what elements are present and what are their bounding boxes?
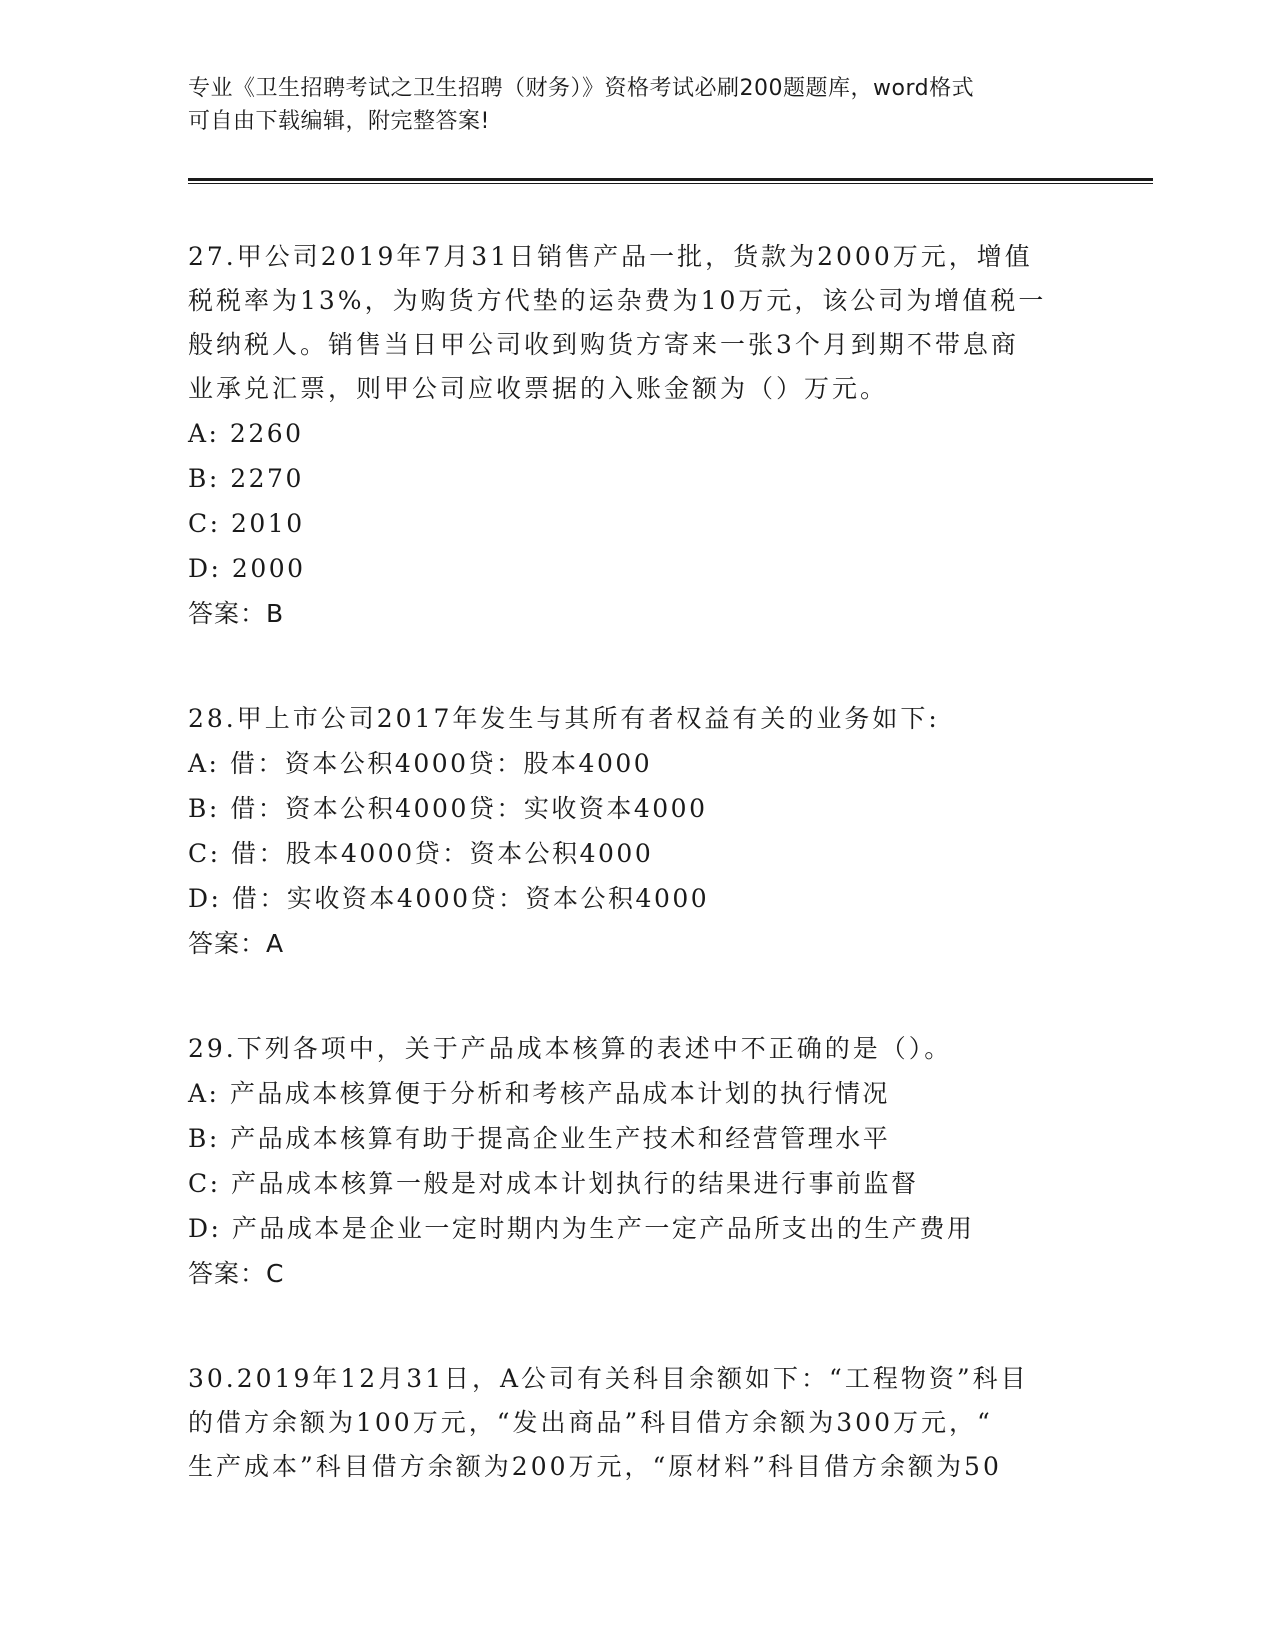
document-header <box>188 72 1088 138</box>
option-c: C: 借：股本4000贷：资本公积4000 <box>188 839 654 868</box>
header-line-2: 可自由下载编辑，附完整答案! <box>188 109 490 134</box>
question-28 <box>188 697 1088 966</box>
option-a: A: 借：资本公积4000贷：股本4000 <box>188 749 653 778</box>
answer-label: 答案：B <box>188 599 285 628</box>
option-b: B: 借：资本公积4000贷：实收资本4000 <box>188 794 708 823</box>
option-c: C: 2010 <box>188 509 305 538</box>
question-text: 28.甲上市公司2017年发生与其所有者权益有关的业务如下: <box>188 704 940 733</box>
question-text: 29.下列各项中，关于产品成本核算的表述中不正确的是（）。 <box>188 1034 953 1063</box>
question-29 <box>188 1027 1088 1296</box>
question-text: 生产成本”科目借方余额为200万元，“原材料”科目借方余额为50 <box>188 1452 1002 1481</box>
question-text: 30.2019年12月31日，A公司有关科目余额如下：“工程物资”科目 <box>188 1364 1029 1393</box>
question-text: 业承兑汇票，则甲公司应收票据的入账金额为（）万元。 <box>188 374 889 403</box>
question-list <box>188 235 1088 1489</box>
spacer <box>188 636 1088 697</box>
question-30 <box>188 1357 1088 1489</box>
question-27 <box>188 235 1088 636</box>
question-text: 27.甲公司2019年7月31日销售产品一批，货款为2000万元，增值 <box>188 242 1033 271</box>
option-a: A: 产品成本核算便于分析和考核产品成本计划的执行情况 <box>188 1079 890 1108</box>
spacer <box>188 966 1088 1027</box>
header-rule-thin <box>188 183 1153 184</box>
option-b: B: 产品成本核算有助于提高企业生产技术和经营管理水平 <box>188 1124 891 1153</box>
header-rule-thick <box>188 178 1153 181</box>
question-text: 税税率为13%，为购货方代垫的运杂费为10万元，该公司为增值税一 <box>188 286 1047 315</box>
option-d: D: 借：实收资本4000贷：资本公积4000 <box>188 884 710 913</box>
question-text: 般纳税人。销售当日甲公司收到购货方寄来一张3个月到期不带息商 <box>188 330 1019 359</box>
option-b: B: 2270 <box>188 464 304 493</box>
header-line-1: 专业《卫生招聘考试之卫生招聘（财务）》资格考试必刷200题题库，word格式 <box>188 76 975 101</box>
option-d: D: 2000 <box>188 554 306 583</box>
option-a: A: 2260 <box>188 419 304 448</box>
spacer <box>188 1296 1088 1357</box>
question-text: 的借方余额为100万元，“发出商品”科目借方余额为300万元，“ <box>188 1408 993 1437</box>
answer-label: 答案：C <box>188 1259 285 1288</box>
answer-label: 答案：A <box>188 929 285 958</box>
option-d: D: 产品成本是企业一定时期内为生产一定产品所支出的生产费用 <box>188 1214 975 1243</box>
option-c: C: 产品成本核算一般是对成本计划执行的结果进行事前监督 <box>188 1169 919 1198</box>
